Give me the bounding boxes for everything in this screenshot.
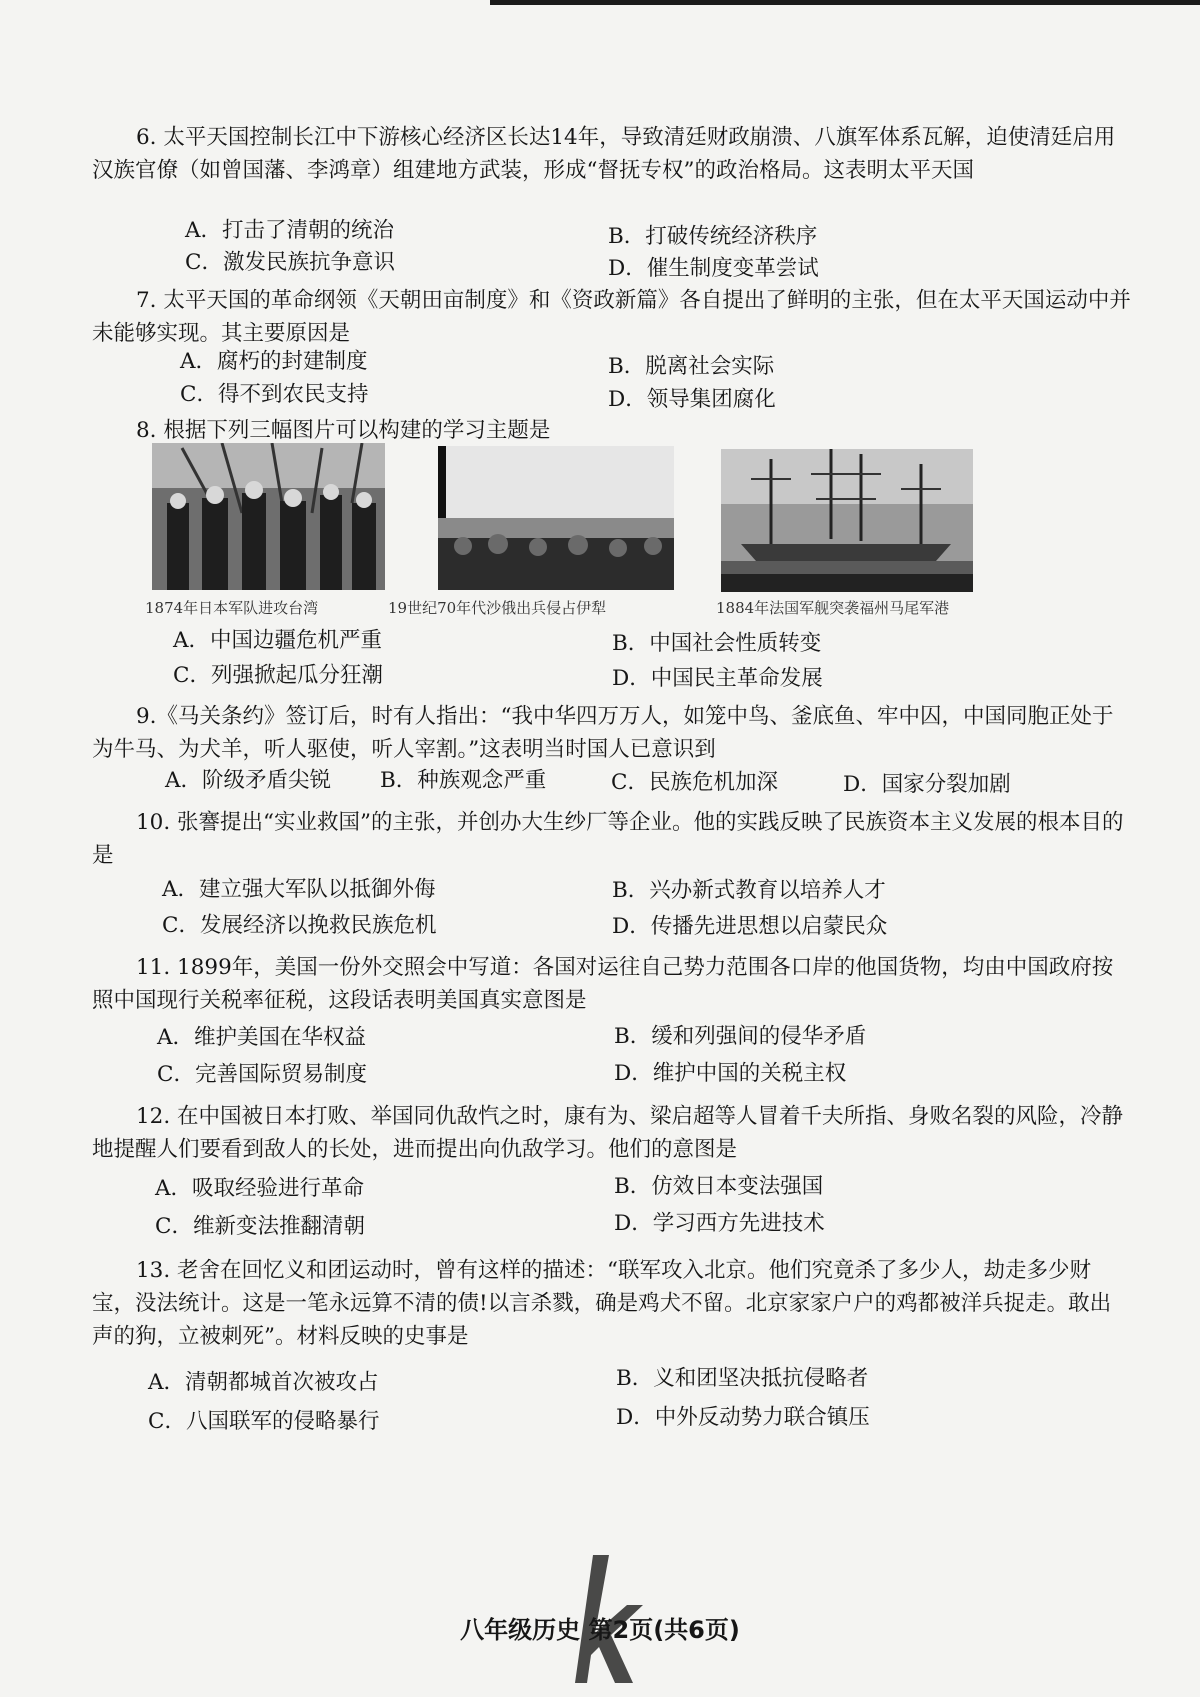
photo-russia-ili xyxy=(438,446,674,590)
q8-option-b: B．中国社会性质转变 xyxy=(612,631,822,656)
caption-photo-1: 1874年日本军队进攻台湾 xyxy=(145,599,319,617)
q13-option-d: D．中外反动势力联合镇压 xyxy=(616,1405,870,1430)
q6-option-b: B．打破传统经济秩序 xyxy=(608,224,818,249)
q6-option-a: A．打击了清朝的统治 xyxy=(185,218,395,243)
q7-option-d: D．领导集团腐化 xyxy=(608,387,776,412)
photo-french-fleet-mawei xyxy=(721,449,973,592)
q11-option-a: A．维护美国在华权益 xyxy=(157,1025,367,1050)
question-11-stem: 11. 1899年，美国一份外交照会中写道：各国对运往自己势力范围各口岸的他国货物，均由中国政府按照中国现行关税率征税，这段话表明美国真实意图是 xyxy=(92,955,1114,1013)
caption-photo-3: 1884年法国军舰突袭福州马尾军港 xyxy=(716,599,950,617)
q6-option-c: C．激发民族抗争意识 xyxy=(185,250,395,275)
q10-option-b: B．兴办新式教育以培养人才 xyxy=(612,878,886,903)
q7-option-a: A．腐朽的封建制度 xyxy=(180,349,368,374)
q12-option-c: C．维新变法推翻清朝 xyxy=(155,1214,365,1239)
q11-option-d: D．维护中国的关税主权 xyxy=(614,1061,847,1086)
question-9-stem: 9.《马关条约》签订后，时有人指出：“我中华四万万人，如笼中鸟、釜底鱼、牢中囚，中国同胞正处于为牛马、为犬羊，听人驱使，听人宰割。”这表明当时国人已意识到 xyxy=(92,704,1114,762)
page-footer: 八年级历史 第2页(共6页) xyxy=(460,1616,740,1644)
q13-option-a: A．清朝都城首次被攻占 xyxy=(148,1370,379,1395)
q13-option-c: C．八国联军的侵略暴行 xyxy=(148,1409,380,1434)
photo-japan-army-taiwan xyxy=(152,443,385,590)
q6-option-d: D．催生制度变革尝试 xyxy=(608,256,819,281)
q8-option-d: D．中国民主革命发展 xyxy=(612,666,823,691)
question-10-stem: 10. 张謇提出“实业救国”的主张，并创办大生纱厂等企业。他的实践反映了民族资本主义发展的根本目的是 xyxy=(92,810,1124,868)
question-6-stem: 6. 太平天国控制长江中下游核心经济区长达14年，导致清廷财政崩溃、八旗军体系瓦解，迫使清廷启用汉族官僚（如曾国藩、李鸿章）组建地方武装，形成“督抚专权”的政治格局。这表明太平天国 xyxy=(92,125,1116,183)
question-12-stem: 12. 在中国被日本打败、举国同仇敌忾之时，康有为、梁启超等人冒着千夫所指、身败名裂的风险，冷静地提醒人们要看到敌人的长处，进而提出向仇敌学习。他们的意图是 xyxy=(92,1104,1124,1162)
question-13-stem: 13. 老舍在回忆义和团运动时，曾有这样的描述：“联军攻入北京。他们究竟杀了多少人，劫走多少财宝，没法统计。这是一笔永远算不清的债!以言杀戮，确是鸡犬不留。北京家家户户的鸡都被洋兵捉走。敢出声的狗，立被刺死”。材料反映的史事是 xyxy=(92,1258,1112,1349)
top-edge-line xyxy=(490,0,1200,5)
q9-option-b: B．种族观念严重 xyxy=(380,768,547,793)
q11-option-c: C．完善国际贸易制度 xyxy=(157,1062,367,1087)
q9-option-d: D．国家分裂加剧 xyxy=(843,772,1011,797)
q10-option-d: D．传播先进思想以启蒙民众 xyxy=(612,914,888,939)
q11-option-b: B．缓和列强间的侵华矛盾 xyxy=(614,1024,867,1049)
question-7-stem: 7. 太平天国的革命纲领《天朝田亩制度》和《资政新篇》各自提出了鲜明的主张，但在太平天国运动中并未能够实现。其主要原因是 xyxy=(92,288,1131,346)
q12-option-a: A．吸取经验进行革命 xyxy=(155,1176,365,1201)
q8-option-a: A．中国边疆危机严重 xyxy=(173,628,383,653)
q9-option-a: A．阶级矛盾尖锐 xyxy=(165,768,332,793)
caption-photo-2: 19世纪70年代沙俄出兵侵占伊犁 xyxy=(388,599,607,617)
q13-option-b: B．义和团坚决抵抗侵略者 xyxy=(616,1366,869,1391)
q7-option-c: C．得不到农民支持 xyxy=(180,382,369,407)
q7-option-b: B．脱离社会实际 xyxy=(608,354,775,379)
q10-option-a: A．建立强大军队以抵御外侮 xyxy=(162,877,436,902)
question-8-stem: 8. 根据下列三幅图片可以构建的学习主题是 xyxy=(136,418,551,443)
q9-option-c: C．民族危机加深 xyxy=(611,770,778,795)
q12-option-b: B．仿效日本变法强国 xyxy=(614,1174,824,1199)
q10-option-c: C．发展经济以挽救民族危机 xyxy=(162,913,437,938)
q8-option-c: C．列强掀起瓜分狂潮 xyxy=(173,663,383,688)
q12-option-d: D．学习西方先进技术 xyxy=(614,1211,825,1236)
